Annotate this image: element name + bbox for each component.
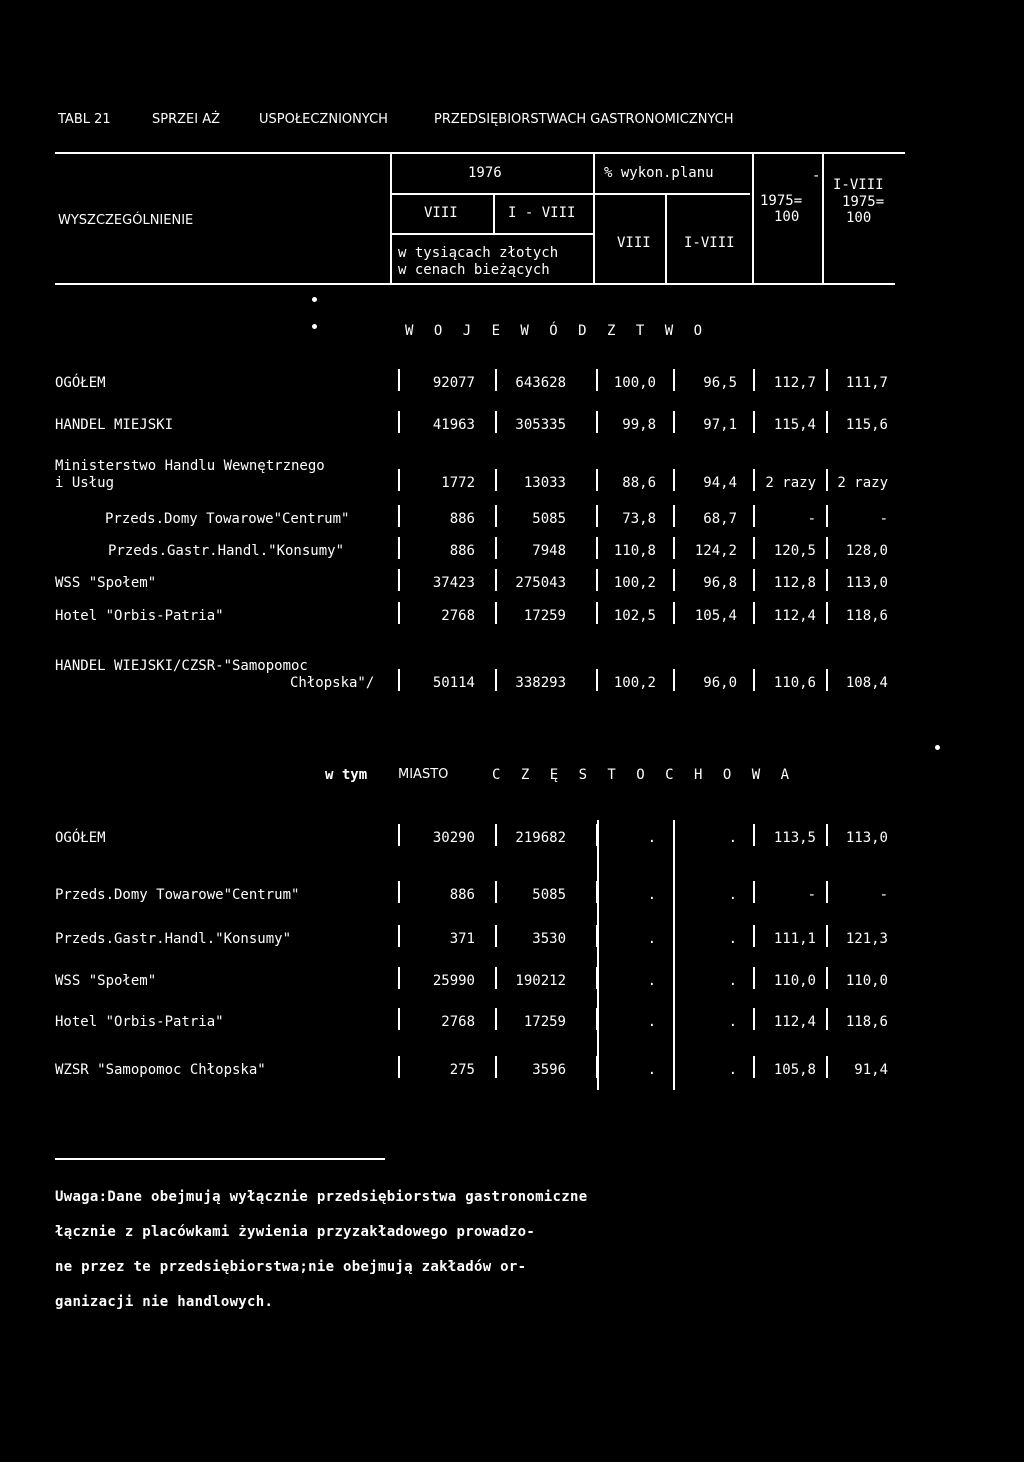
cell-c6: - [879, 511, 888, 527]
cell-c3: 100,0 [613, 375, 656, 391]
header-vline-5 [493, 193, 495, 233]
cell-separator [753, 569, 755, 591]
cell-separator [673, 569, 675, 591]
cell-c2: 275043 [515, 575, 566, 591]
cell-separator [673, 369, 675, 391]
cell-separator [495, 1056, 497, 1078]
cell-c4: . [728, 830, 737, 846]
cell-c1: 886 [449, 887, 475, 903]
cell-c3: . [647, 830, 656, 846]
cell-separator [398, 669, 400, 691]
cell-c3: . [647, 887, 656, 903]
title-text-2: USPOŁECZNIONYCH [259, 112, 388, 127]
header-vline-3 [752, 152, 754, 283]
cell-c4: . [728, 973, 737, 989]
cell-separator [398, 569, 400, 591]
cell-c5: 112,4 [773, 1014, 816, 1030]
cell-separator [673, 411, 675, 433]
cell-c2: 17259 [523, 1014, 566, 1030]
cell-c1: 92077 [432, 375, 475, 391]
cell-separator [753, 411, 755, 433]
cell-c6: 91,4 [854, 1062, 888, 1078]
cell-c4: 96,8 [703, 575, 737, 591]
cell-c6: 2 razy [837, 475, 888, 491]
note-line-3: ne przez te przedsiębiorstwa;nie obejmują zakładów or- [55, 1259, 527, 1275]
cell-c5: 113,5 [773, 830, 816, 846]
cell-separator [753, 537, 755, 559]
cell-c4: 124,2 [694, 543, 737, 559]
cell-separator [596, 369, 598, 391]
header-col6-mid: 1975= [842, 194, 885, 210]
cell-c2: 7948 [532, 543, 566, 559]
cell-c1: 275 [449, 1062, 475, 1078]
title-text-1: SPRZEI AŻ [152, 112, 221, 127]
cell-c6: 113,0 [845, 830, 888, 846]
cell-separator [495, 369, 497, 391]
stray-mark [312, 324, 317, 329]
cell-c6: 118,6 [845, 1014, 888, 1030]
cell-c3: 100,2 [613, 575, 656, 591]
cell-c4: 68,7 [703, 511, 737, 527]
cell-separator [495, 602, 497, 624]
cell-c4: . [728, 1014, 737, 1030]
cell-separator [826, 602, 828, 624]
cell-separator [826, 469, 828, 491]
cell-c3: . [647, 1062, 656, 1078]
row-label: Przeds.Domy Towarowe"Centrum" [55, 887, 300, 903]
cell-c5: 2 razy [765, 475, 816, 491]
cell-c5: 115,4 [773, 417, 816, 433]
cell-separator [398, 1008, 400, 1030]
cell-c2: 219682 [515, 830, 566, 846]
cell-c5: 110,6 [773, 675, 816, 691]
cell-separator [753, 1008, 755, 1030]
cell-separator [596, 669, 598, 691]
cell-separator [596, 505, 598, 527]
cell-c3: 73,8 [622, 511, 656, 527]
header-mid-rule [390, 193, 750, 195]
cell-c3: 110,8 [613, 543, 656, 559]
cell-separator [398, 1056, 400, 1078]
cell-c2: 3596 [532, 1062, 566, 1078]
header-viii: VIII [424, 205, 458, 221]
cell-separator [826, 1056, 828, 1078]
row-label: Przeds.Domy Towarowe"Centrum" [105, 511, 350, 527]
header-vline-2 [593, 152, 595, 283]
cell-c5: 111,1 [773, 931, 816, 947]
cell-c4: 96,0 [703, 675, 737, 691]
cell-separator [753, 925, 755, 947]
cell-c4: 105,4 [694, 608, 737, 624]
cell-c3: 100,2 [613, 675, 656, 691]
cell-separator [398, 505, 400, 527]
cell-separator [753, 967, 755, 989]
cell-c1: 2768 [441, 1014, 475, 1030]
row-label: WZSR "Samopomoc Chłopska" [55, 1062, 266, 1078]
cell-separator [398, 411, 400, 433]
cell-c2: 338293 [515, 675, 566, 691]
cell-c2: 5085 [532, 887, 566, 903]
header-vline-4 [822, 152, 824, 283]
cell-c1: 30290 [432, 830, 475, 846]
cell-separator [826, 967, 828, 989]
cell-separator [673, 602, 675, 624]
cell-separator [495, 569, 497, 591]
cell-separator [673, 669, 675, 691]
header-year-1976: 1976 [468, 165, 502, 181]
row-label: WSS "Społem" [55, 575, 157, 591]
cell-separator [398, 469, 400, 491]
table-number: TABL 21 [58, 112, 111, 127]
cell-c2: 5085 [532, 511, 566, 527]
cell-c1: 25990 [432, 973, 475, 989]
cell-separator [826, 1008, 828, 1030]
cell-c3: 88,6 [622, 475, 656, 491]
row-label: WSS "Społem" [55, 973, 157, 989]
cell-separator [753, 881, 755, 903]
cell-separator [826, 925, 828, 947]
cell-c1: 886 [449, 543, 475, 559]
row-label: OGÓŁEM [55, 830, 106, 846]
cell-c6: - [879, 887, 888, 903]
header-col6-bot: 100 [846, 210, 872, 226]
header-bottom-rule [55, 283, 895, 285]
header-units-line2: w cenach bieżących [398, 262, 550, 278]
cell-c6: 113,0 [845, 575, 888, 591]
cell-separator [596, 469, 598, 491]
cell-separator [826, 537, 828, 559]
cell-c4: . [728, 887, 737, 903]
cell-separator [495, 505, 497, 527]
cell-c5: 120,5 [773, 543, 816, 559]
cell-c3: 99,8 [622, 417, 656, 433]
header-i-viii: I - VIII [508, 205, 576, 221]
cell-separator [495, 469, 497, 491]
cell-separator [826, 569, 828, 591]
note-line-1: Uwaga:Dane obejmują wyłącznie przedsiębiorstwa gastronomiczne [55, 1189, 588, 1205]
cell-c5: 112,8 [773, 575, 816, 591]
cell-separator [495, 669, 497, 691]
cell-c5: 112,4 [773, 608, 816, 624]
cell-separator [596, 602, 598, 624]
footnote-rule [55, 1158, 385, 1160]
header-col5-top: 1975= [760, 193, 803, 209]
cell-c5: 112,7 [773, 375, 816, 391]
cell-separator [596, 411, 598, 433]
title-text-3: PRZEDSIĘBIORSTWACH GASTRONOMICZNYCH [434, 112, 734, 127]
cell-c4: 97,1 [703, 417, 737, 433]
cell-separator [826, 881, 828, 903]
cell-c1: 41963 [432, 417, 475, 433]
cell-separator [495, 824, 497, 846]
cell-separator [753, 469, 755, 491]
cell-separator [753, 602, 755, 624]
row-label: HANDEL MIEJSKI [55, 417, 174, 433]
cell-c2: 3530 [532, 931, 566, 947]
header-col6-top: I-VIII [833, 177, 884, 193]
cell-separator [495, 925, 497, 947]
cell-separator [826, 411, 828, 433]
cell-separator [495, 537, 497, 559]
cell-separator [398, 537, 400, 559]
column-rule [597, 820, 599, 1090]
note-line-4: ganizacji nie handlowych. [55, 1294, 274, 1310]
cell-separator [398, 967, 400, 989]
cell-c1: 37423 [432, 575, 475, 591]
cell-c1: 2768 [441, 608, 475, 624]
cell-c5: 105,8 [773, 1062, 816, 1078]
cell-c6: 110,0 [845, 973, 888, 989]
header-vline-6 [665, 193, 667, 283]
header-top-rule [55, 152, 905, 154]
cell-c3: . [647, 973, 656, 989]
row-label: Hotel "Orbis-Patria" [55, 608, 224, 624]
cell-c6: 115,6 [845, 417, 888, 433]
cell-separator [596, 569, 598, 591]
cell-separator [753, 1056, 755, 1078]
cell-c5: - [807, 511, 816, 527]
cell-c6: 108,4 [845, 675, 888, 691]
header-col5-dash: - [812, 168, 821, 184]
cell-c1: 50114 [432, 675, 475, 691]
cell-c2: 13033 [523, 475, 566, 491]
cell-c6: 118,6 [845, 608, 888, 624]
cell-separator [753, 369, 755, 391]
cell-c1: 371 [449, 931, 475, 947]
cell-c3: . [647, 1014, 656, 1030]
header-pct-i-viii: I-VIII [684, 235, 735, 251]
cell-separator [398, 824, 400, 846]
cell-separator [596, 537, 598, 559]
row-label-cont: Chłopska"/ [290, 675, 375, 691]
cell-separator [826, 505, 828, 527]
cell-separator [398, 925, 400, 947]
row-label: HANDEL WIEJSKI/CZSR-"Samopomoc [55, 658, 308, 674]
header-units-line1: w tysiącach złotych [398, 245, 559, 261]
section-city-name: C Z Ę S T O C H O W A [492, 767, 796, 783]
cell-c4: . [728, 1062, 737, 1078]
stray-mark [312, 297, 317, 302]
cell-separator [673, 469, 675, 491]
cell-separator [495, 967, 497, 989]
cell-separator [753, 505, 755, 527]
row-label: Ministerstwo Handlu Wewnętrznego [55, 458, 325, 474]
cell-c2: 190212 [515, 973, 566, 989]
cell-c6: 128,0 [845, 543, 888, 559]
row-label: OGÓŁEM [55, 375, 106, 391]
header-wyszczegolnienie: WYSZCZEGÓLNIENIE [58, 213, 194, 228]
section-wojewodztwo: W O J E W Ó D Z T W O [405, 323, 709, 339]
cell-separator [398, 602, 400, 624]
cell-separator [673, 505, 675, 527]
cell-separator [826, 824, 828, 846]
cell-c2: 643628 [515, 375, 566, 391]
cell-c6: 111,7 [845, 375, 888, 391]
cell-c1: 886 [449, 511, 475, 527]
section-miasto: MIASTO [398, 767, 449, 782]
header-pct-viii: VIII [617, 235, 651, 251]
row-label: Przeds.Gastr.Handl."Konsumy" [55, 931, 292, 947]
cell-c4: 96,5 [703, 375, 737, 391]
cell-separator [495, 411, 497, 433]
header-col5-bot: 100 [774, 209, 800, 225]
note-line-2: łącznie z placówkami żywienia przyzakładowego prowadzo- [55, 1224, 536, 1240]
header-vline-1 [390, 152, 392, 283]
cell-c6: 121,3 [845, 931, 888, 947]
row-label: Przeds.Gastr.Handl."Konsumy" [108, 543, 345, 559]
cell-separator [753, 669, 755, 691]
row-label-cont: i Usług [55, 475, 115, 491]
cell-c2: 17259 [523, 608, 566, 624]
header-pct-plan: % wykon.planu [604, 165, 714, 181]
cell-c3: 102,5 [613, 608, 656, 624]
stray-mark [935, 745, 940, 750]
cell-c5: 110,0 [773, 973, 816, 989]
cell-c4: . [728, 931, 737, 947]
cell-separator [495, 881, 497, 903]
cell-separator [753, 824, 755, 846]
header-units-rule [390, 233, 595, 235]
column-rule [673, 820, 675, 1090]
cell-separator [826, 369, 828, 391]
cell-c3: . [647, 931, 656, 947]
cell-c2: 305335 [515, 417, 566, 433]
row-label: Hotel "Orbis-Patria" [55, 1014, 224, 1030]
cell-separator [495, 1008, 497, 1030]
cell-separator [398, 881, 400, 903]
cell-c4: 94,4 [703, 475, 737, 491]
cell-separator [673, 537, 675, 559]
cell-c5: - [807, 887, 816, 903]
cell-separator [826, 669, 828, 691]
section-w-tym: w tym [325, 767, 368, 783]
cell-c1: 1772 [441, 475, 475, 491]
cell-separator [398, 369, 400, 391]
